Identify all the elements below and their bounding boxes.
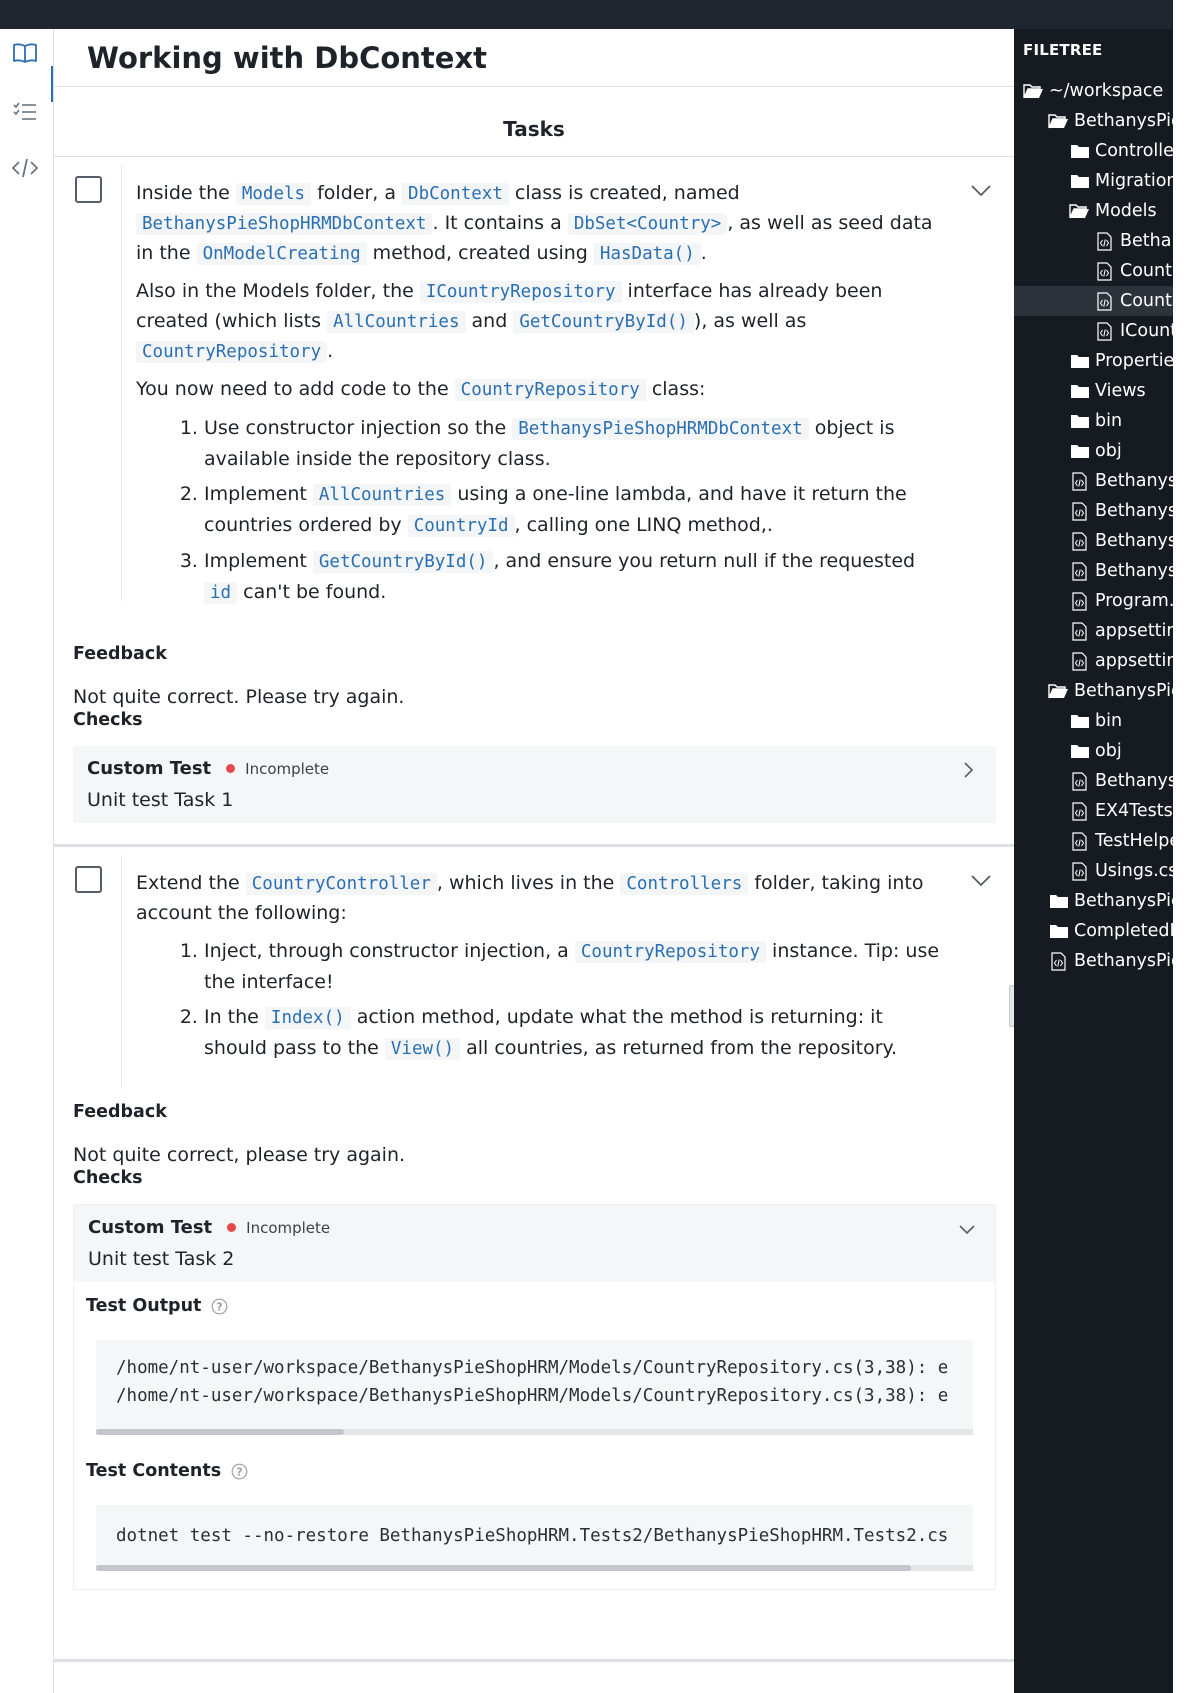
check-name: Custom Test (88, 1217, 213, 1238)
filetree-list (1014, 76, 1184, 976)
check-name: Custom Test (87, 758, 212, 779)
filetree-item[interactable] (1014, 826, 1181, 856)
page-title: Working with DbContext (87, 40, 488, 75)
svg-text:?: ? (236, 1465, 243, 1478)
task-step: 2. Implement AllCountries using a one-line lambda, and have it return the countries ordered by CountryId , calling one LINQ method,. (204, 479, 944, 541)
main-panel (54, 29, 1014, 1693)
code-file-icon (1069, 502, 1090, 520)
filetree-item-label: Bethanys (1095, 531, 1178, 551)
filetree-item-label: Countr (1120, 291, 1180, 311)
task-2-checkbox[interactable] (75, 866, 102, 893)
check-card[interactable] (73, 1204, 996, 1282)
tasks-header (54, 87, 1014, 157)
task-step: 1. Use constructor injection so the BethanysPieShopHRMDbContext object is available inside the repository class. (204, 413, 944, 474)
filetree-item[interactable] (1014, 196, 1173, 226)
folder-icon (1069, 442, 1090, 460)
filetree-item[interactable] (1014, 796, 1179, 826)
feedback-title: Feedback (73, 644, 167, 664)
code-icon[interactable] (10, 153, 40, 183)
code-file-icon (1094, 232, 1115, 250)
filetree-item[interactable] (1014, 346, 1173, 376)
filetree-item[interactable] (1014, 946, 1182, 976)
test-contents-code[interactable] (96, 1505, 973, 1571)
folder-icon (1069, 172, 1090, 190)
filetree-item-label: appsettin (1095, 621, 1178, 641)
filetree-item[interactable] (1014, 466, 1178, 496)
task-2-description (54, 847, 1014, 1064)
horizontal-scrollbar[interactable] (96, 1565, 973, 1571)
top-bar (0, 0, 1173, 29)
filetree-item-label: Propertie (1095, 351, 1175, 371)
status-dot (226, 764, 235, 773)
filetree-item-label: obj (1095, 741, 1122, 761)
check-card[interactable] (73, 746, 996, 823)
code-file-icon (1069, 862, 1090, 880)
filetree-item[interactable] (1014, 556, 1178, 586)
code-file-icon (1069, 652, 1090, 670)
task-step: 1. Inject, through constructor injection, a CountryRepository instance. Tip: use the interface! (204, 936, 944, 997)
filetree-item[interactable] (1014, 646, 1178, 676)
filetree-item[interactable] (1014, 166, 1178, 196)
filetree-item[interactable] (1014, 256, 1180, 286)
code-file-icon (1069, 772, 1090, 790)
checks-title: Checks (73, 1168, 143, 1188)
folder-icon (1069, 412, 1090, 430)
code-file-icon (1094, 322, 1115, 340)
filetree-item[interactable] (1014, 316, 1178, 346)
task-paragraph: Also in the Models folder, the ICountryRepository interface has already been created (which lists AllCountries and GetCountryById() ), as well as CountryRepository . (136, 280, 883, 362)
status-badge: Incomplete (245, 759, 330, 778)
task-step: 3. Implement GetCountryById() , and ensure you return null if the requested id can't be found. (204, 546, 944, 608)
checks-title: Checks (73, 710, 143, 730)
output-line: /home/nt-user/workspace/BethanysPieShopHRM/Models/CountryRepository.cs(3,38): e (116, 1358, 949, 1378)
svg-text:?: ? (216, 1300, 224, 1313)
filetree-item[interactable] (1014, 526, 1178, 556)
check-subtitle: Unit test Task 2 (88, 1248, 235, 1270)
code-file-icon (1069, 802, 1090, 820)
chevron-right-icon[interactable] (958, 760, 978, 780)
task-paragraph: Extend the CountryController , which lives in the Controllers folder, taking into account the following: (136, 872, 924, 924)
status-dot (227, 1223, 236, 1232)
filetree-title: FILETREE (1023, 41, 1103, 59)
chevron-down-icon[interactable] (970, 179, 992, 201)
filetree-item[interactable] (1014, 76, 1173, 106)
filetree-item-label: Bethanys (1095, 501, 1178, 521)
filetree-item-label: Bethar (1120, 231, 1179, 251)
filetree-item[interactable] (1014, 616, 1178, 646)
filetree-item[interactable] (1014, 586, 1184, 616)
task-2 (54, 847, 1014, 1662)
folder-open-icon (1023, 82, 1044, 100)
task-divider (121, 165, 122, 601)
test-contents-label: Test Contents (86, 1461, 222, 1481)
check-subtitle: Unit test Task 1 (87, 789, 234, 811)
filetree-item[interactable] (1014, 406, 1173, 436)
filetree-item[interactable] (1014, 106, 1182, 136)
filetree-item[interactable] (1014, 226, 1179, 256)
filetree-item[interactable] (1014, 496, 1178, 526)
check-details (73, 1282, 996, 1590)
filetree-item[interactable] (1014, 856, 1178, 886)
filetree-item-label: BethanysPie (1074, 111, 1182, 131)
code-file-icon (1069, 472, 1090, 490)
filetree-item-label: Migration (1095, 171, 1178, 191)
filetree-item-label: CompletedE (1074, 921, 1181, 941)
filetree-item[interactable] (1014, 436, 1173, 466)
help-icon[interactable] (211, 1298, 228, 1315)
task-paragraph: You now need to add code to the CountryRepository class: (136, 378, 706, 400)
filetree-item-label: Bethanys (1095, 471, 1178, 491)
feedback-message: Not quite correct. Please try again. (73, 686, 405, 708)
feedback-message: Not quite correct, please try again. (73, 1144, 406, 1166)
help-icon[interactable] (231, 1463, 248, 1480)
filetree-item-label: bin (1095, 411, 1123, 431)
task-paragraph: Inside the Models folder, a DbContext class is created, named BethanysPieShopHRMDbContext . It contains a DbSet<Country> , as well as seed data in the OnModelCreating method, created using HasData() . (136, 182, 933, 264)
horizontal-scrollbar[interactable] (96, 1429, 973, 1435)
filetree-item-label: Usings.cs (1095, 861, 1178, 881)
test-output-heading (86, 1296, 983, 1316)
folder-icon (1069, 382, 1090, 400)
filetree-item-label: Countr (1120, 261, 1180, 281)
checklist-icon[interactable] (10, 97, 40, 127)
scrollbar-thumb[interactable] (96, 1565, 911, 1571)
code-file-icon (1094, 292, 1115, 310)
filetree-item[interactable] (1014, 766, 1178, 796)
folder-icon (1069, 742, 1090, 760)
feedback-section (54, 644, 1014, 823)
tasks-heading: Tasks (503, 116, 565, 141)
scrollbar-thumb[interactable] (96, 1429, 344, 1435)
chevron-down-icon[interactable] (957, 1219, 977, 1239)
filetree-item[interactable] (1014, 676, 1182, 706)
filetree-item-label: Controlle (1095, 141, 1174, 161)
folder-icon (1069, 142, 1090, 160)
folder-icon (1048, 922, 1069, 940)
filetree-item[interactable] (1014, 376, 1173, 406)
filetree-item-label: Program.c (1095, 591, 1184, 611)
task-1-description (54, 157, 1014, 608)
filetree-item-label: appsettin (1095, 651, 1178, 671)
filetree-item-label: Bethanys (1095, 771, 1178, 791)
filetree-item-label: Bethanys (1095, 561, 1178, 581)
task-steps (136, 936, 944, 1064)
filetree-item-label: BethanysPie (1074, 681, 1182, 701)
folder-icon (1048, 892, 1069, 910)
filetree-item-label: TestHelpe (1095, 831, 1181, 851)
filetree-item-label: BethanysPie (1074, 951, 1182, 971)
file-tree (1014, 29, 1184, 1693)
code-file-icon (1048, 952, 1069, 970)
folder-icon (1069, 712, 1090, 730)
status-badge: Incomplete (246, 1218, 331, 1237)
folder-open-icon (1069, 202, 1090, 220)
folder-open-icon (1048, 682, 1069, 700)
filetree-item-label: Models (1095, 201, 1157, 221)
filetree-item[interactable] (1014, 286, 1180, 316)
filetree-item-label: ~/workspace (1049, 81, 1164, 101)
book-icon[interactable] (10, 38, 40, 68)
code-file-icon (1094, 262, 1115, 280)
task-step: 2. In the Index() action method, update what the method is returning: it should pass to the View() all countries, as returned from the repository. (204, 1002, 944, 1064)
side-rail (0, 29, 54, 1693)
test-contents-heading (86, 1461, 983, 1481)
filetree-item[interactable] (1014, 886, 1182, 916)
code-file-icon (1069, 622, 1090, 640)
task-divider (121, 855, 122, 1089)
feedback-title: Feedback (73, 1102, 167, 1122)
folder-icon (1069, 352, 1090, 370)
test-output-code[interactable] (96, 1340, 973, 1435)
title-bar (54, 29, 1014, 87)
code-file-icon (1069, 592, 1090, 610)
output-line: /home/nt-user/workspace/BethanysPieShopHRM/Models/CountryRepository.cs(3,38): e (116, 1386, 949, 1406)
filetree-item-label: BethanysPie (1074, 891, 1182, 911)
filetree-item[interactable] (1014, 706, 1173, 736)
filetree-item[interactable] (1014, 736, 1173, 766)
filetree-item[interactable] (1014, 136, 1173, 166)
test-output-label: Test Output (86, 1296, 202, 1316)
filetree-item-label: EX4Tests. (1095, 801, 1179, 821)
filetree-item[interactable] (1014, 916, 1181, 946)
folder-open-icon (1048, 112, 1069, 130)
chevron-down-icon[interactable] (970, 869, 992, 891)
contents-line: dotnet test --no-restore BethanysPieShopHRM.Tests2/BethanysPieShopHRM.Tests2.cs (116, 1526, 949, 1546)
filetree-item-label: ICount (1120, 321, 1178, 341)
feedback-section (54, 1102, 1014, 1590)
code-file-icon (1069, 562, 1090, 580)
rail-active-indicator (51, 66, 53, 102)
filetree-item-label: Views (1095, 381, 1146, 401)
code-file-icon (1069, 532, 1090, 550)
task-steps (136, 413, 944, 608)
task-1-checkbox[interactable] (75, 176, 102, 203)
code-file-icon (1069, 832, 1090, 850)
filetree-item-label: obj (1095, 441, 1122, 461)
filetree-item-label: bin (1095, 711, 1123, 731)
task-1 (54, 157, 1014, 847)
